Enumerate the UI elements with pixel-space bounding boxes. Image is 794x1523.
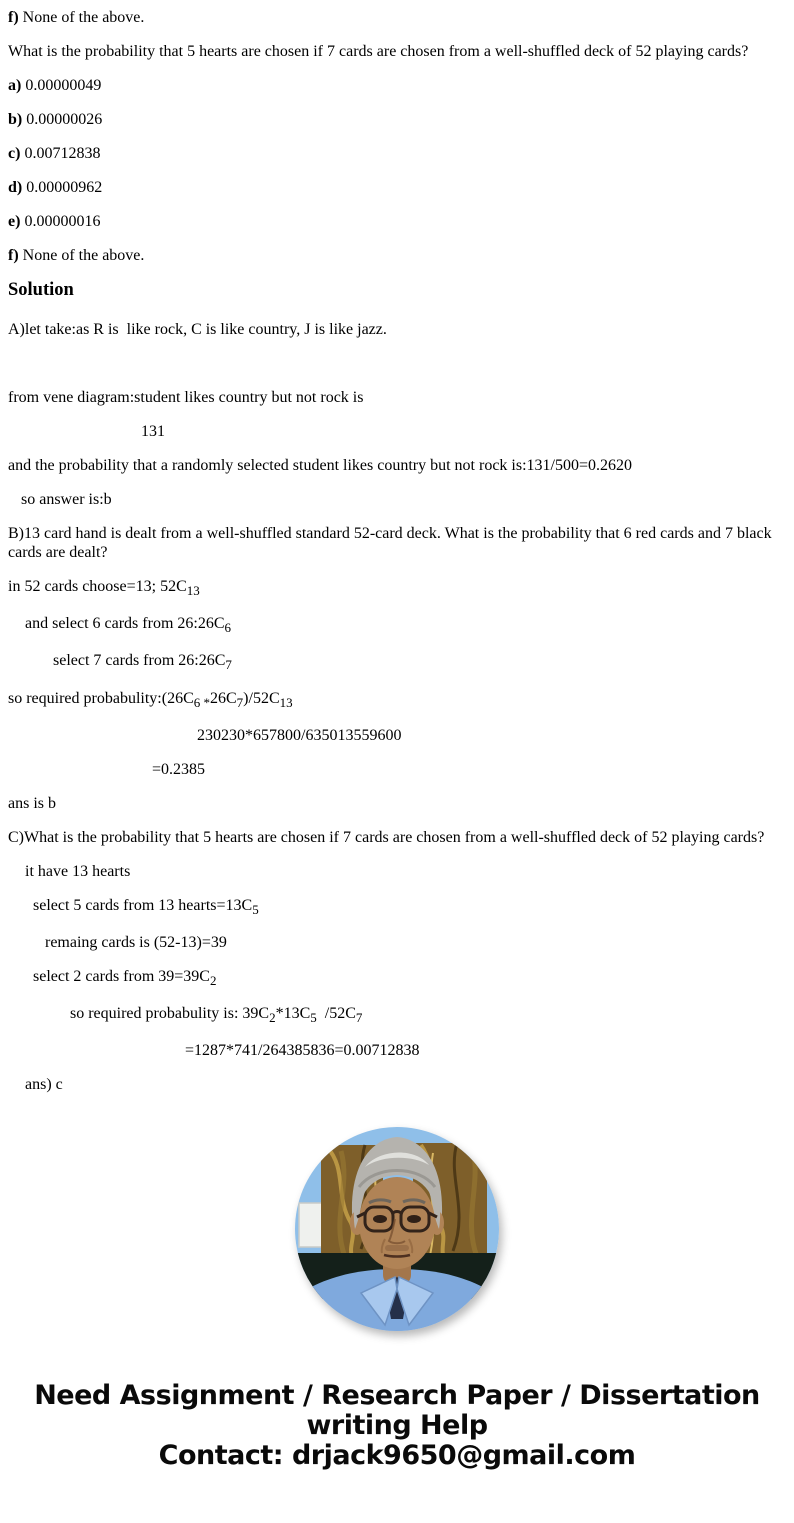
solution-b-choose: in 52 cards choose=13; $52C_{13}$ bbox=[8, 578, 200, 599]
solution-c-select5: select 5 cards from 13 $hearts=13C_5$ bbox=[33, 896, 259, 917]
footer-line-2: writing Help bbox=[306, 1410, 488, 1442]
solution-c-select2: select 2 cards from $39=39C_2$ bbox=[33, 967, 217, 989]
solution-a-probability: and the probability that a randomly selected student likes country but not rock is:131/500=0.2620 bbox=[8, 457, 633, 474]
solution-a-setup: A)let take:as R is like rock, C is like country, J is like jazz. bbox=[8, 321, 387, 338]
solution-c-formula: so required probabulity is: $39C_2*13C_5$ $/52C_7$ bbox=[70, 1005, 363, 1026]
solution-c-answer: ans) c bbox=[25, 1076, 63, 1094]
photo-face bbox=[359, 1177, 435, 1269]
solution-heading: Solution bbox=[8, 280, 74, 300]
solution-b-answer: ans is b bbox=[8, 794, 56, 812]
solution-a-count: 131 bbox=[141, 423, 165, 440]
option-d: d) 0.00000962 bbox=[8, 179, 103, 196]
option-a: a) 0.00000049 bbox=[8, 77, 102, 94]
question-text: What is the probability that 5 hearts are chosen if 7 cards are chosen from a well-shuffled deck of 52 playing cards? bbox=[8, 43, 749, 60]
footer-contact-email: Contact: drjack9650@gmail.com bbox=[158, 1440, 636, 1472]
solution-a-answer: so answer is:b bbox=[21, 491, 112, 508]
photo-eye-right bbox=[407, 1215, 421, 1223]
option-b: b) 0.00000026 bbox=[8, 111, 103, 128]
portrait-photo bbox=[295, 1127, 499, 1331]
solution-b-computation: 230230*657800/635013559600 bbox=[197, 726, 402, 744]
solution-c-computation: =1287*741/264385836=0.00712838 bbox=[185, 1042, 420, 1060]
solution-c-hearts: it have 13 hearts bbox=[25, 862, 131, 880]
option-f-previous: f) None of the above. bbox=[8, 9, 145, 26]
solution-a-venn: from vene diagram:student likes country but not rock is bbox=[8, 389, 364, 406]
solution-c-remaining: remaing cards is (52-13)=39 bbox=[45, 933, 227, 951]
solution-b-question: B)13 card hand is dealt from a well-shuffled standard 52-card deck. What is the probability that 6 red cards and 7 black cards are dealt? bbox=[8, 525, 776, 561]
footer-line-1: Need Assignment / Research Paper / Dissertation bbox=[34, 1380, 760, 1412]
option-e: e) 0.00000016 bbox=[8, 213, 101, 230]
option-c: c) 0.00712838 bbox=[8, 145, 101, 162]
solution-b-formula: so required $probabulity:(26C_{6 *}26C_7)/52C_{13}$ bbox=[8, 689, 293, 710]
solution-c-question: C)What is the probability that 5 hearts are chosen if 7 cards are chosen from a well-shuffled deck of 52 playing cards? bbox=[8, 828, 765, 846]
photo-mustache-shadow bbox=[385, 1245, 409, 1251]
option-f: f) None of the above. bbox=[8, 247, 145, 264]
avatar bbox=[295, 1127, 499, 1331]
solution-b-select7: select 7 cards from $26:26C_7$ bbox=[53, 652, 232, 673]
solution-b-select6: and select 6 cards from $26:26C_6$ bbox=[25, 615, 231, 636]
solution-b-result: =0.2385 bbox=[152, 760, 206, 778]
spacer-line bbox=[8, 354, 780, 373]
photo-eye-left bbox=[373, 1215, 387, 1223]
footer-banner bbox=[0, 1381, 794, 1471]
